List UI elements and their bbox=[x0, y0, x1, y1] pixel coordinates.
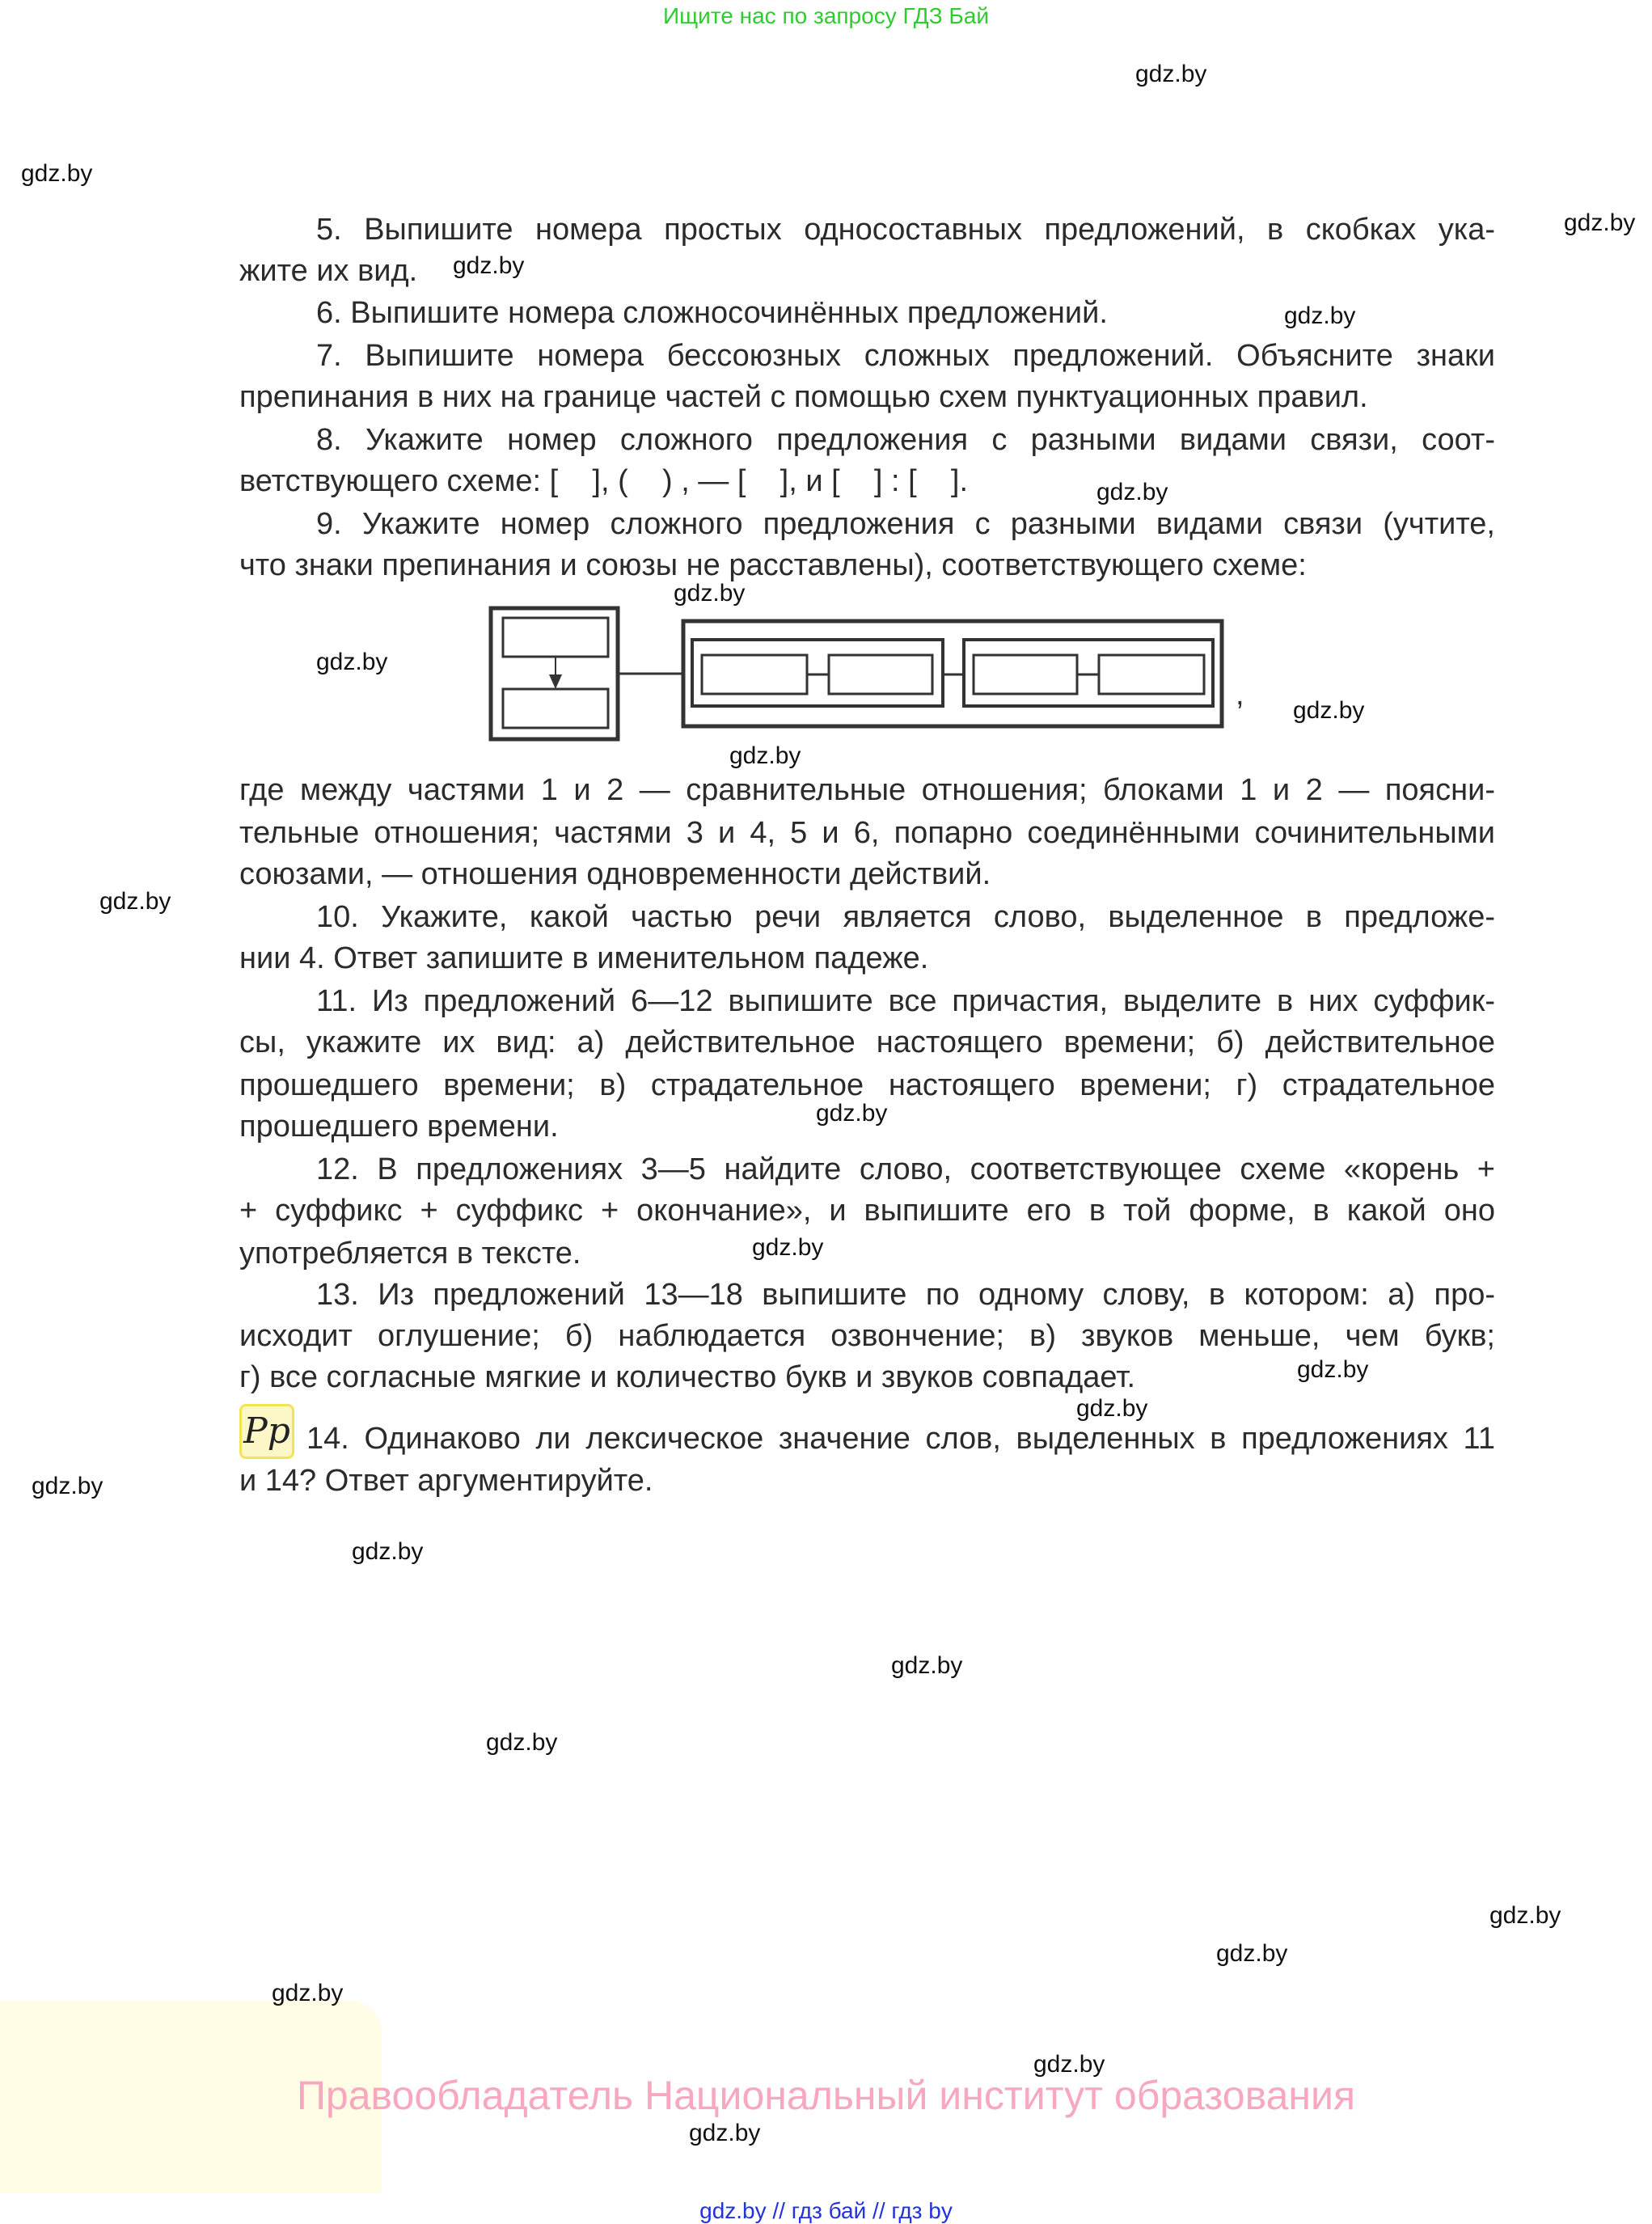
task-7-line: 7. Выпишите номера бессоюзных сложных предложений. Объясните знаки bbox=[316, 339, 1495, 373]
watermark: gdz.by bbox=[453, 252, 525, 279]
task-9-explanation-line: где между частями 1 и 2 — сравнительные отношения; блоками 1 и 2 — поясни- bbox=[239, 773, 1495, 807]
task-9-explanation-line: тельные отношения; частями 3 и 4, 5 и 6, попарно соединёнными сочинительными bbox=[239, 816, 1495, 850]
watermark: gdz.by bbox=[486, 1729, 558, 1756]
task-10-line: 10. Укажите, какой частью речи является слово, выделенное в предложе- bbox=[316, 900, 1495, 934]
task-11-line: прошедшего времени. bbox=[239, 1110, 559, 1144]
task-14-line: и 14? Ответ аргументируйте. bbox=[239, 1464, 653, 1498]
task-12-line: употребляется в тексте. bbox=[239, 1237, 581, 1271]
scheme-group-2 bbox=[964, 640, 1213, 706]
watermark: gdz.by bbox=[1489, 1902, 1561, 1929]
search-hint-banner: Ищите нас по запросу ГДЗ Бай bbox=[662, 3, 990, 28]
scheme-part-1 bbox=[503, 618, 608, 657]
task-14-line: 14. Одинаково ли лексическое значение слов, выделенных в предложениях 11 bbox=[306, 1422, 1495, 1456]
watermark: gdz.by bbox=[1076, 1395, 1148, 1422]
task-9-line: 9. Укажите номер сложного предложения с разными видами связи (учтите, bbox=[316, 507, 1495, 541]
footer-links[interactable]: gdz.by // гдз бай // гдз by bbox=[699, 2198, 953, 2223]
watermark: gdz.by bbox=[1564, 209, 1636, 236]
scheme-part-4 bbox=[829, 655, 932, 694]
watermark: gdz.by bbox=[1216, 1940, 1288, 1967]
watermark: gdz.by bbox=[1096, 479, 1168, 505]
task-9-line: что знаки препинания и союзы не расставлены), соответствующего схеме: bbox=[239, 548, 1307, 582]
task-10-line: нии 4. Ответ запишите в именительном падеже. bbox=[239, 941, 929, 975]
watermark: gdz.by bbox=[689, 2120, 761, 2146]
task-8-line: ветствующего схеме: [ ], ( ) , — [ ], и [ ] : [ ]. bbox=[239, 464, 969, 498]
watermark: gdz.by bbox=[729, 742, 801, 769]
watermark: gdz.by bbox=[752, 1234, 824, 1261]
task-12-line: 12. В предложениях 3—5 найдите слово, соответствующее схеме «корень + bbox=[316, 1152, 1495, 1186]
scheme-part-5 bbox=[974, 655, 1077, 694]
scheme-part-2 bbox=[503, 689, 608, 728]
copyright-notice: Правообладатель Национальный институт образования bbox=[296, 2073, 1356, 2118]
arrow-down-icon bbox=[549, 674, 562, 689]
scheme-group-1 bbox=[692, 640, 943, 706]
paragraph-marker-icon: Pp bbox=[239, 1404, 294, 1459]
task-7-line: препинания в них на границе частей с помощью схем пунктуационных правил. bbox=[239, 380, 1368, 414]
watermark: gdz.by bbox=[891, 1652, 963, 1679]
task-13-line: г) все согласные мягкие и количество букв и звуков совпадает. bbox=[239, 1360, 1136, 1394]
watermark: gdz.by bbox=[1033, 2051, 1105, 2078]
watermark: gdz.by bbox=[32, 1473, 104, 1499]
watermark: gdz.by bbox=[352, 1538, 424, 1565]
task-13-line: исходит оглушение; б) наблюдается озвончение; в) звуков меньше, чем букв; bbox=[239, 1319, 1495, 1353]
task-11-line: 11. Из предложений 6—12 выпишите все причастия, выделите в них суффик- bbox=[316, 984, 1495, 1018]
task-5-line: 5. Выпишите номера простых односоставных предложений, в скобках ука- bbox=[316, 213, 1495, 247]
scheme-comma: , bbox=[1236, 678, 1244, 712]
scheme-block-1 bbox=[491, 608, 618, 739]
task-13-line: 13. Из предложений 13—18 выпишите по одному слову, в котором: а) про- bbox=[316, 1278, 1495, 1312]
task-5-line: жите их вид. bbox=[239, 254, 418, 288]
watermark: gdz.by bbox=[272, 1980, 344, 2006]
watermark: gdz.by bbox=[1297, 1356, 1369, 1383]
watermark: gdz.by bbox=[21, 160, 93, 187]
task-6-line: 6. Выпишите номера сложносочинённых предложений. bbox=[316, 296, 1108, 330]
watermark: gdz.by bbox=[816, 1100, 888, 1127]
watermark: gdz.by bbox=[99, 888, 171, 915]
scheme-part-6 bbox=[1099, 655, 1204, 694]
watermark: gdz.by bbox=[1284, 302, 1356, 329]
task-11-line: сы, укажите их вид: а) действительное настоящего времени; б) действительное bbox=[239, 1025, 1495, 1059]
watermark: gdz.by bbox=[1293, 697, 1365, 724]
task-9-explanation-line: союзами, — отношения одновременности действий. bbox=[239, 857, 991, 891]
watermark: gdz.by bbox=[316, 649, 388, 675]
task-11-line: прошедшего времени; в) страдательное настоящего времени; г) страдательное bbox=[239, 1068, 1495, 1102]
watermark: gdz.by bbox=[674, 580, 746, 607]
task-12-line: + суффикс + суффикс + окончание», и выпишите его в той форме, в какой оно bbox=[239, 1194, 1495, 1228]
task-8-line: 8. Укажите номер сложного предложения с разными видами связи, соот- bbox=[316, 423, 1495, 457]
watermark: gdz.by bbox=[1135, 61, 1207, 87]
scheme-part-3 bbox=[702, 655, 807, 694]
